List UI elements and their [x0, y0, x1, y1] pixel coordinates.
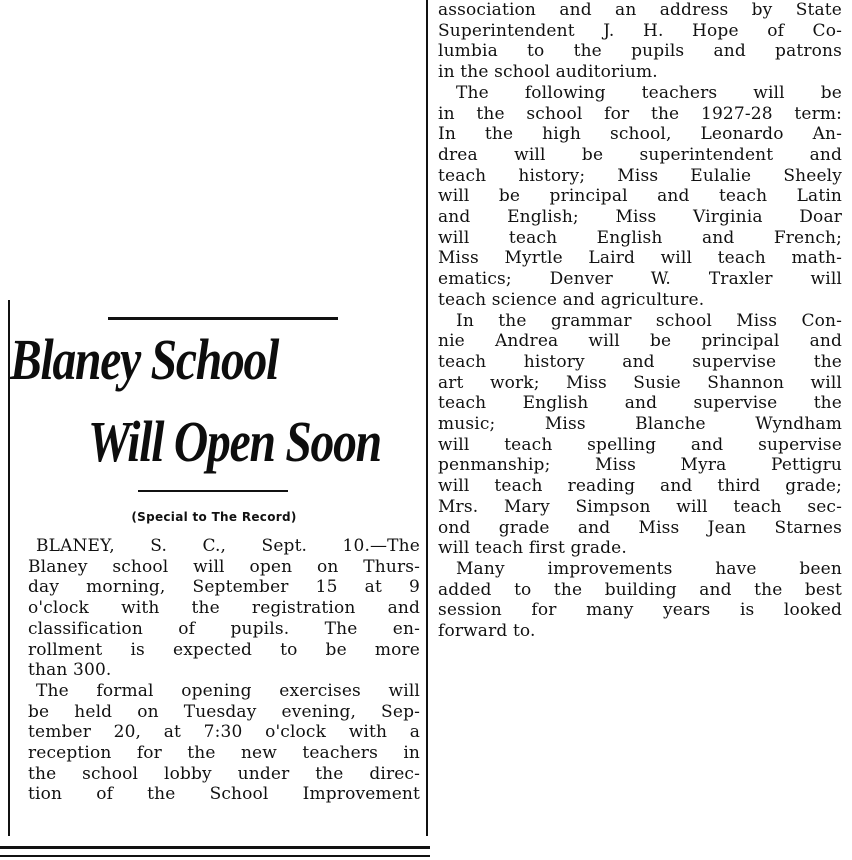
text-line: penmanship; Miss Myra Pettigru	[438, 455, 842, 476]
text-line: in the school for the 1927-28 term:	[438, 103, 842, 124]
text-line: in the school auditorium.	[438, 62, 658, 83]
headline-line-1: Blaney School	[10, 327, 279, 392]
text-line: teach English and supervise the	[438, 393, 842, 414]
byline-credit: (Special to The Record)	[131, 510, 297, 524]
text-line: added to the building and the best	[438, 579, 842, 600]
text-line: than 300.	[28, 660, 112, 681]
text-line: will teach spelling and supervise	[438, 434, 842, 455]
text-line: o'clock with the registration and	[28, 598, 420, 619]
bottom-rule-thin	[0, 855, 430, 857]
text-line: BLANEY, S. C., Sept. 10.—The	[36, 536, 420, 556]
text-line: ematics; Denver W. Traxler will	[438, 269, 842, 290]
headline-top-rule	[108, 317, 338, 320]
text-line: music; Miss Blanche Wyndham	[438, 414, 842, 435]
text-line: tember 20, at 7:30 o'clock with a	[28, 722, 420, 743]
text-line: reception for the new teachers in	[28, 743, 420, 764]
text-line: day morning, September 15 at 9	[28, 577, 420, 598]
article-body-right	[438, 0, 842, 642]
text-line: The following teachers will be	[456, 82, 842, 103]
text-line: will teach reading and third grade;	[438, 476, 842, 497]
text-line: forward to.	[438, 621, 536, 642]
text-line: In the grammar school Miss Con-	[456, 310, 842, 331]
text-line: be held on Tuesday evening, Sep-	[28, 701, 420, 722]
text-line: the school lobby under the direc-	[28, 763, 420, 784]
headline-line-2: Will Open Soon	[88, 409, 381, 474]
right-column	[426, 0, 848, 836]
text-line: ond grade and Miss Jean Starnes	[438, 517, 842, 538]
text-line: nie Andrea will be principal and	[438, 331, 842, 352]
text-line: will teach first grade.	[438, 538, 627, 559]
text-line: session for many years is looked	[438, 600, 842, 621]
text-line: tion of the School Improvement	[28, 784, 420, 805]
bottom-rule	[0, 846, 430, 849]
text-line: will teach English and French;	[438, 227, 842, 248]
text-line: Many improvements have been	[456, 558, 842, 579]
article-body-left	[28, 536, 420, 805]
text-line: and English; Miss Virginia Doar	[438, 207, 842, 228]
text-line: Superintendent J. H. Hope of Co-	[438, 20, 842, 41]
left-column	[8, 300, 418, 836]
text-line: will be principal and teach Latin	[438, 186, 842, 207]
text-line: association and an address by State	[438, 0, 842, 20]
text-line: In the high school, Leonardo An-	[438, 124, 842, 145]
text-line: The formal opening exercises will	[36, 680, 420, 701]
text-line: art work; Miss Susie Shannon will	[438, 372, 842, 393]
text-line: Mrs. Mary Simpson will teach sec-	[438, 496, 842, 517]
text-line: drea will be superintendent and	[438, 144, 842, 165]
text-line: teach history and supervise the	[438, 351, 842, 372]
text-line: Blaney school will open on Thurs-	[28, 556, 420, 577]
text-line: teach science and agriculture.	[438, 289, 705, 310]
text-line: rollment is expected to be more	[28, 639, 420, 660]
text-line: teach history; Miss Eulalie Sheely	[438, 165, 842, 186]
text-line: classification of pupils. The en-	[28, 618, 420, 639]
text-line: lumbia to the pupils and patrons	[438, 41, 842, 62]
text-line: Miss Myrtle Laird will teach math-	[438, 248, 842, 269]
headline-bottom-rule	[138, 490, 288, 492]
